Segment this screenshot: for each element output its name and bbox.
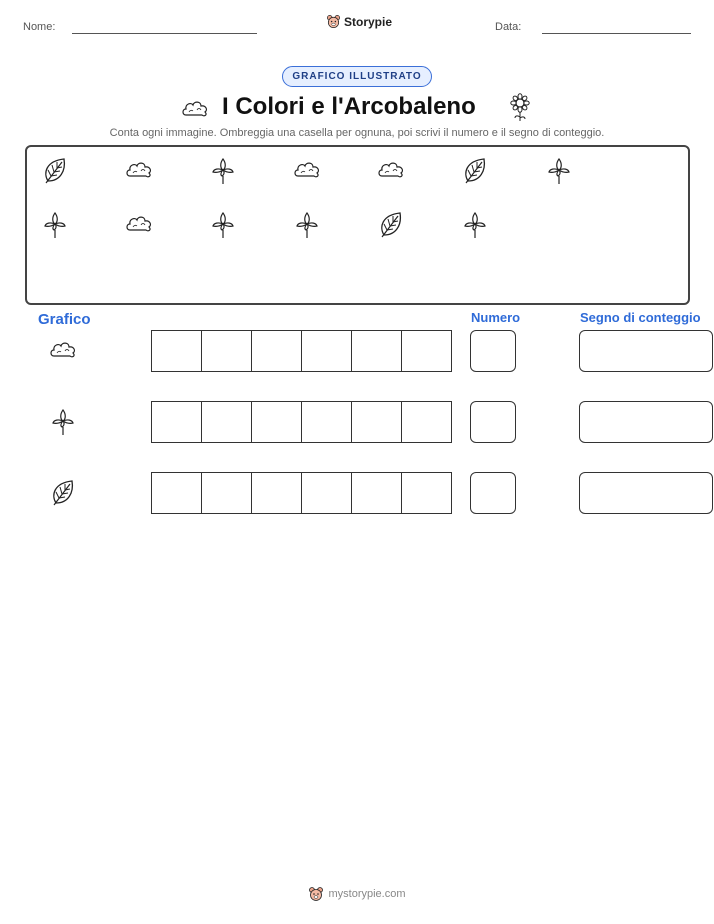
date-label: Data: [495,21,522,33]
grafico-heading: Grafico [38,311,91,328]
cloud-icon [292,155,322,185]
cloud-icon [48,335,78,365]
tally-answer-box[interactable] [579,330,713,372]
cloud-icon [180,94,210,124]
bear-icon [326,14,341,29]
shading-grid [151,472,452,514]
number-answer-box[interactable] [470,401,516,443]
shading-cell[interactable] [352,473,402,513]
shading-cell[interactable] [302,402,352,442]
name-label: Nome: [23,21,56,33]
flower-icon [544,155,574,185]
shading-cell[interactable] [202,473,252,513]
tally-answer-box[interactable] [579,472,713,514]
leaf-icon [376,209,406,239]
shading-cell[interactable] [302,331,352,371]
shading-cell[interactable] [302,473,352,513]
flower-icon [48,406,78,436]
leaf-icon [40,155,70,185]
shading-cell[interactable] [152,473,202,513]
leaf-icon [460,155,490,185]
bear-icon [308,886,324,902]
shading-cell[interactable] [402,331,451,371]
shading-cell[interactable] [152,402,202,442]
cloud-icon [124,209,154,239]
shading-cell[interactable] [152,331,202,371]
shading-cell[interactable] [402,402,451,442]
page-title: I Colori e l'Arcobaleno [222,93,476,120]
cloud-icon [376,155,406,185]
shading-cell[interactable] [252,331,302,371]
shading-cell[interactable] [202,402,252,442]
shading-grid [151,330,452,372]
shading-cell[interactable] [352,331,402,371]
shading-cell[interactable] [352,402,402,442]
footer [308,886,405,902]
shading-cell[interactable] [402,473,451,513]
flower-icon [460,209,490,239]
numero-heading: Numero [471,310,521,325]
footer-url[interactable]: mystorypie.com [328,888,406,900]
shading-cell[interactable] [202,331,252,371]
shading-cell[interactable] [252,402,302,442]
brand-logo [326,14,392,29]
flower-icon [208,209,238,239]
number-answer-box[interactable] [470,330,516,372]
brand-name: Storypie [344,14,393,29]
number-answer-box[interactable] [470,472,516,514]
date-line[interactable] [542,33,691,34]
flower-icon [208,155,238,185]
segno-heading: Segno di conteggio [580,310,701,325]
leaf-icon [48,477,78,507]
flower-icon [292,209,322,239]
tally-answer-box[interactable] [579,401,713,443]
instructions: Conta ogni immagine. Ombreggia una casella per ognuna, poi scrivi il numero e il segno di conteggio. [109,127,605,139]
shading-cell[interactable] [252,473,302,513]
sunflower-icon [505,91,535,123]
worksheet-type-badge: GRAFICO ILLUSTRATO [282,66,431,87]
flower-icon [40,209,70,239]
name-line[interactable] [72,33,257,34]
cloud-icon [124,155,154,185]
shading-grid [151,401,452,443]
